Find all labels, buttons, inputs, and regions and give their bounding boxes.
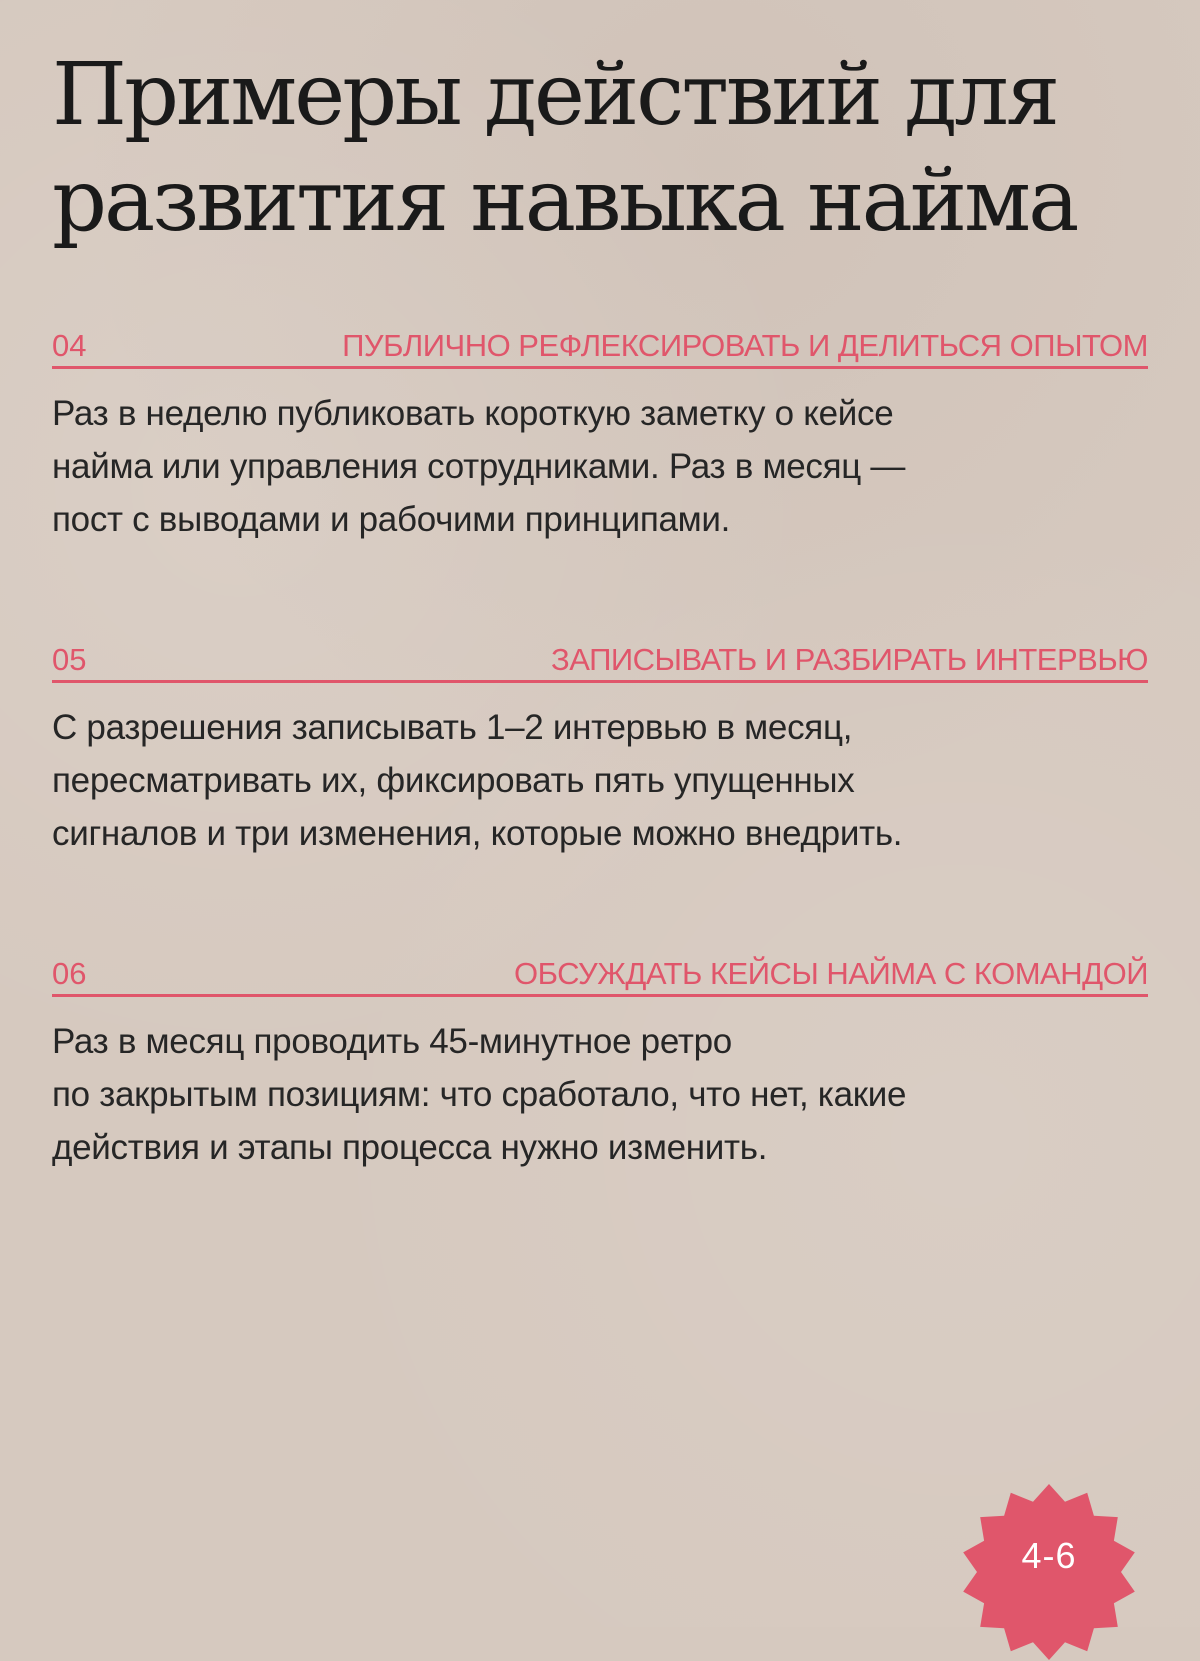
section-06 bbox=[52, 954, 1148, 1174]
title-line-1: Примеры действий для bbox=[52, 45, 1058, 145]
body-line: по закрытым позициям: что сработало, что нет, какие bbox=[52, 1075, 907, 1114]
title-line-2: развития навыка найма bbox=[52, 151, 1077, 251]
section-heading: ЗАПИСЫВАТЬ И РАЗБИРАТЬ ИНТЕРВЬЮ bbox=[551, 642, 1148, 677]
body-line: найма или управления сотрудниками. Раз в месяц — bbox=[52, 447, 906, 486]
section-body bbox=[52, 701, 1148, 860]
section-04 bbox=[52, 326, 1148, 546]
body-line: пересматривать их, фиксировать пять упущенных bbox=[52, 761, 855, 800]
body-line: Раз в неделю публиковать короткую заметку о кейсе bbox=[52, 394, 894, 433]
section-number: 04 bbox=[52, 328, 87, 363]
page-title bbox=[52, 42, 1162, 254]
body-line: пост с выводами и рабочими принципами. bbox=[52, 500, 731, 539]
badge-label: 4-6 bbox=[1021, 1535, 1077, 1576]
section-heading: ОБСУЖДАТЬ КЕЙСЫ НАЙМА С КОМАНДОЙ bbox=[514, 956, 1148, 991]
section-number: 06 bbox=[52, 956, 87, 991]
section-heading: ПУБЛИЧНО РЕФЛЕКСИРОВАТЬ И ДЕЛИТЬСЯ ОПЫТОМ bbox=[342, 328, 1148, 363]
body-line: действия и этапы процесса нужно изменить. bbox=[52, 1128, 768, 1167]
body-line: Раз в месяц проводить 45-минутное ретро bbox=[52, 1022, 732, 1061]
section-header bbox=[52, 954, 1148, 997]
body-line: сигналов и три изменения, которые можно внедрить. bbox=[52, 814, 903, 853]
section-header bbox=[52, 640, 1148, 683]
section-header bbox=[52, 326, 1148, 369]
page-range-badge bbox=[960, 1483, 1138, 1661]
body-line: С разрешения записывать 1–2 интервью в месяц, bbox=[52, 708, 853, 747]
section-number: 05 bbox=[52, 642, 87, 677]
section-body bbox=[52, 1015, 1148, 1174]
section-body bbox=[52, 387, 1148, 546]
section-05 bbox=[52, 640, 1148, 860]
